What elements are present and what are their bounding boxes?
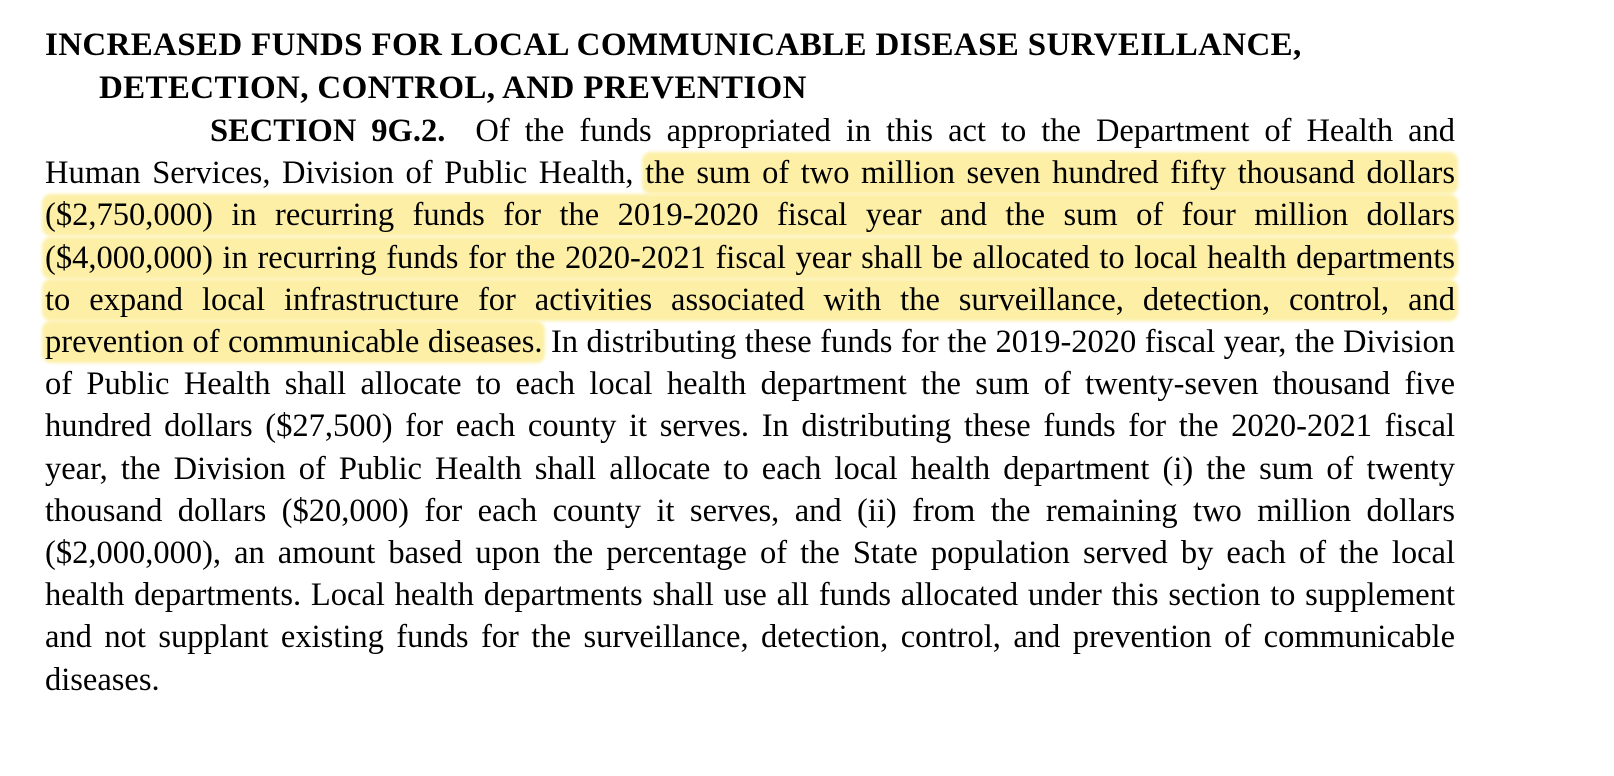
section-number: SECTION 9G.2. (210, 113, 446, 149)
heading-line-2: DETECTION, CONTROL, AND PREVENTION (99, 70, 807, 106)
section-body (45, 110, 1455, 701)
body-text-before-highlight: Of the funds appropriated in this act to the Department of Health and Human Services, Division of Public Health, (45, 113, 1456, 192)
section-heading (45, 24, 1455, 110)
highlighted-passage: the sum of two million seven hundred fifty thousand dollars ($2,750,000) in recurring funds for the 2019-2020 fiscal year and the sum of four million dollars ($4,000,000) in recurring funds for the 2020-2021 fiscal year shall be allocated to local health departments to expand local infrastructure for activities associated with the surveillance, detection, control, and prevention of communicable diseases. (45, 155, 1456, 361)
document-page (45, 24, 1455, 701)
body-text-after-highlight: In distributing these funds for the 2019-2020 fiscal year, the Division of Public Health shall allocate to each local health department the sum of twenty-seven thousand five hundred dollars ($27,500) for each county it serves. In distributing these funds for the 2020-2021 fiscal year, the Division of Public Health shall allocate to each local health department (i) the sum of twenty thousand dollars ($20,000) for each county it serves, and (ii) from the remaining two million dollars ($2,000,000), an amount based upon the percentage of the State population served by each of the local health departments. Local health departments shall use all funds allocated under this section to supplement and not supplant existing funds for the surveillance, detection, control, and prevention of communicable diseases. (45, 324, 1456, 698)
heading-line-1: INCREASED FUNDS FOR LOCAL COMMUNICABLE DISEASE SURVEILLANCE, (45, 27, 1302, 63)
